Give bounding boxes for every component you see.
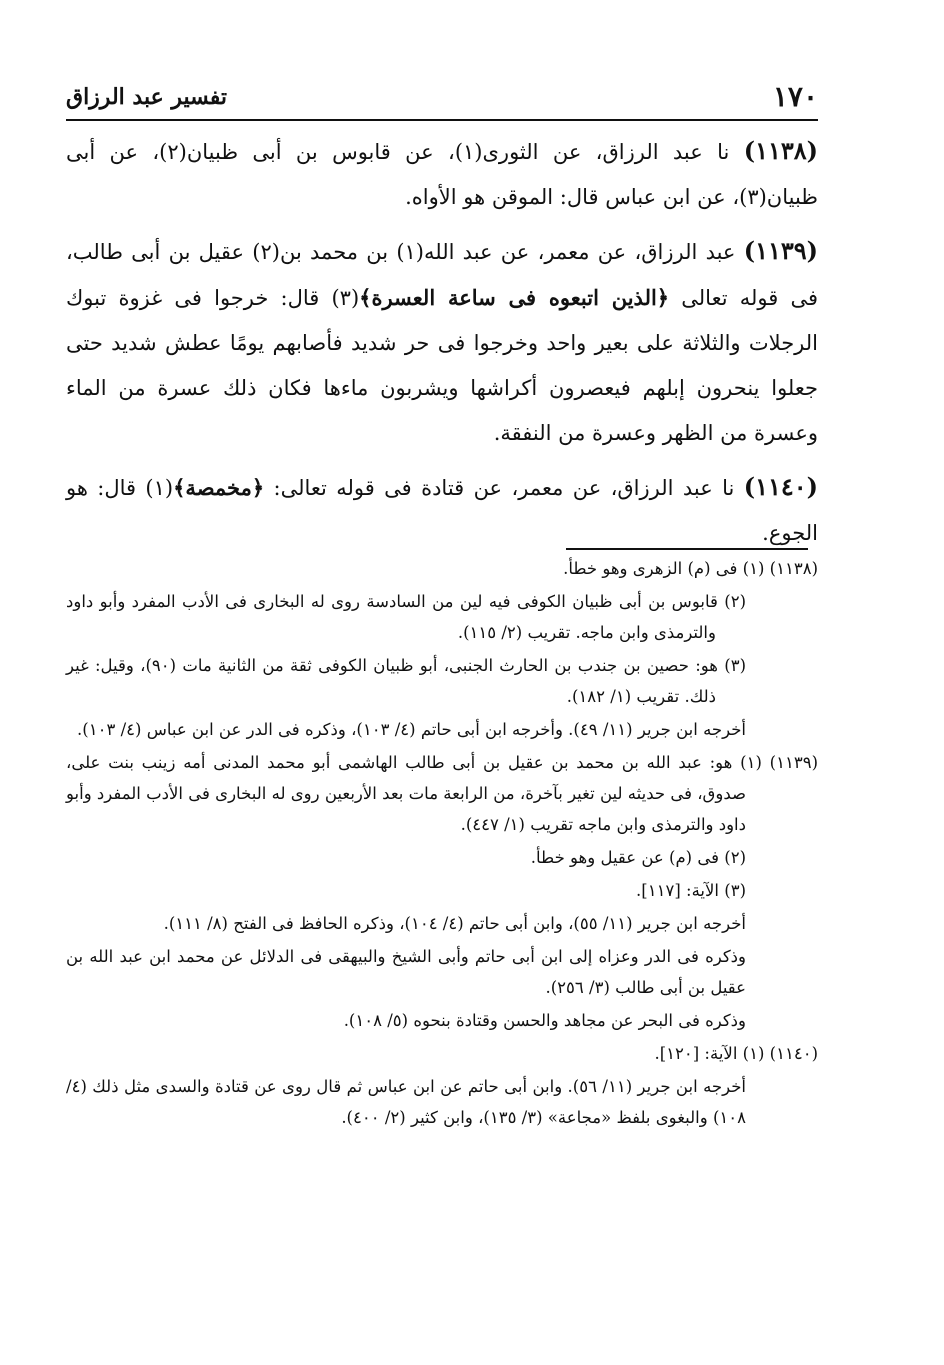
book-title: تفسير عبد الرزاق [66,84,228,110]
entry-1139 [66,228,818,456]
entry-1138 [66,128,818,220]
entry-number: (١١٣٩) [743,236,818,265]
footnote: أخرجه ابن جرير (١١/ ٥٥)، وابن أبى حاتم (٤/ ١٠٤)، وذكره الحافظ فى الفتح (٨/ ١١١). [163,914,746,933]
footnote: (٢) فى (م) عن عقيل وهو خطأ. [530,848,746,867]
footnotes [66,553,818,1135]
footnote: (١١٣٨) (١) فى (م) الزهرى وهو خطأ. [563,559,818,578]
entry-text: (١) قال: هو الجوع. [66,476,818,545]
entry-number: (١١٣٨) [743,136,818,165]
footnote: (٣) الآية: [١١٧]. [636,881,746,900]
footnote-rule [566,548,808,550]
footnote: أخرجه ابن جرير (١١/ ٥٦). وابن أبى حاتم عن ابن عباس ثم قال روى عن قتادة والسدى مثل ذلك (٤/ ١٠٨) والبغوى بلفظ «مجاعة» (٣/ ١٣٥)، وابن كثير (٢/ ٤٠٠). [66,1077,747,1127]
running-header [66,78,818,118]
footnote: (٣) هو: حصين بن جندب بن الحارث الجنبى، أبو ظبيان الكوفى ثقة من الثانية مات (٩٠)، وقيل: غير ذلك. تقريب (١/ ١٨٢). [66,656,746,706]
entry-text: (٣) قال: خرجوا فى غزوة تبوك الرجلات والثلاثة على بعير واحد وخرجوا فى حر شديد فأصابهم يومًا عطش شديد حتى جعلوا ينحرون إبلهم فيعصرون أكراشها ويشربون ماءها فكان ذلك عسرة من الماء وعسرة من الظهر وعسرة من النفقة. [66,286,819,445]
footnote: (١١٣٩) (١) هو: عبد الله بن محمد بن عقيل بن أبى طالب الهاشمى أبو محمد المدنى أمه زينب بنت على، صدوق، فى حديثه لين تغير بآخرة، من الرابعة مات بعد الأربعين روى له البخارى فى الأدب المفرد وأبو داود والترمذى وابن ماجه تقريب (١/ ٤٤٧). [66,753,818,834]
entry-text: نا عبد الرزاق، عن معمر، عن قتادة فى قوله تعالى: [264,476,744,500]
main-text [66,128,818,564]
footnote: وذكره فى الدر وعزاه إلى ابن أبى حاتم وأبى الشيخ والبيهقى فى الدلائل عن محمد ابن عبد الله بن عقيل بن أبى طالب (٣/ ٢٥٦). [66,947,746,997]
footnote: (٢) قابوس بن أبى ظبيان الكوفى فيه لين من السادسة روى له البخارى فى الأدب المفرد وأبو داود والترمذى وابن ماجه. تقريب (٢/ ١١٥). [66,592,746,642]
footnote: (١١٤٠) (١) الآية: [١٢٠]. [654,1044,818,1063]
footnote: أخرجه ابن جرير (١١/ ٤٩). وأخرجه ابن أبى حاتم (٤/ ١٠٣)، وذكره فى الدر عن ابن عباس (٤/ ١٠٣). [77,720,746,739]
entry-text: عبد الرزاق، عن معمر، عن عبد الله(١) بن محمد بن(٢) عقيل بن أبى طالب، فى قوله تعالى [66,240,818,310]
quran-quote: ﴿مخمصة﴾ [173,475,265,500]
entry-number: (١١٤٠) [743,472,818,501]
quran-quote: ﴿الذين اتبعوه فى ساعة العسرة﴾ [359,285,670,310]
header-rule [66,119,818,121]
page-number: ١٧٠ [772,80,818,113]
footnote: وذكره فى البحر عن مجاهد والحسن وقتادة بنحوه (٥/ ١٠٨). [343,1011,746,1030]
entry-1140 [66,464,818,556]
entry-text: نا عبد الرزاق، عن الثورى(١)، عن قابوس بن أبى ظبيان(٢)، عن أبى ظبيان(٣)، عن ابن عباس قال: الموقن هو الأواه. [66,140,818,209]
